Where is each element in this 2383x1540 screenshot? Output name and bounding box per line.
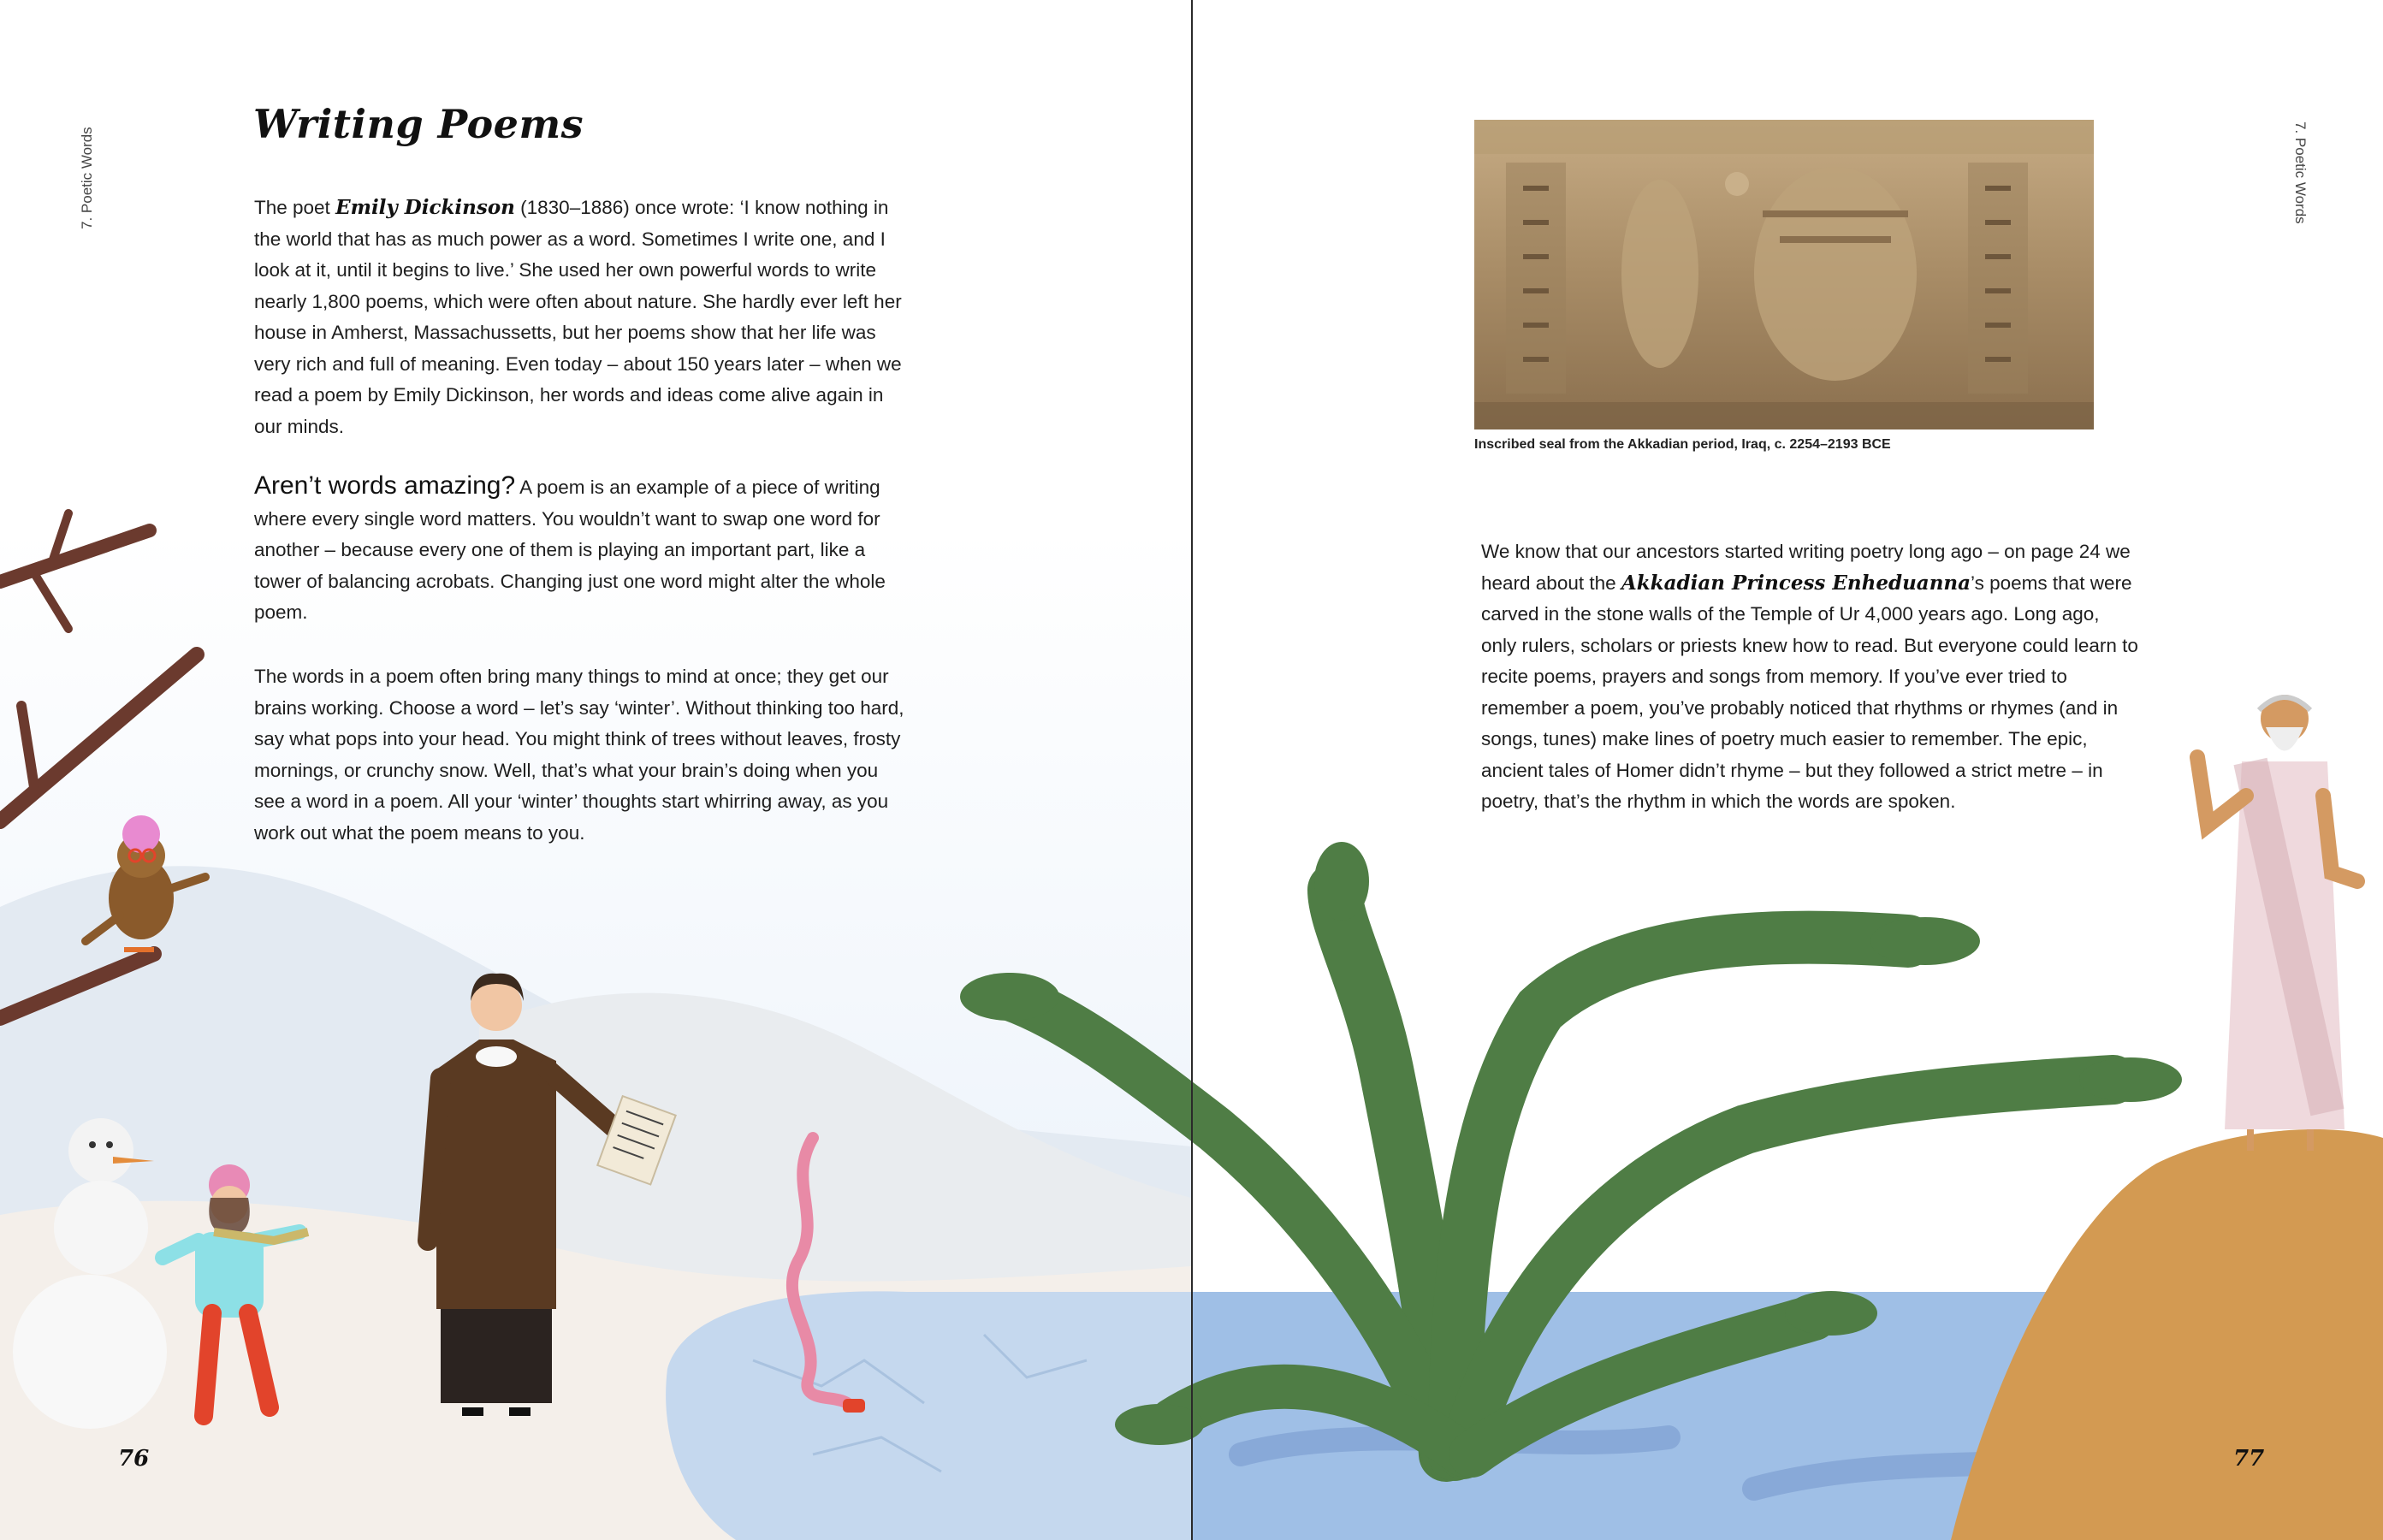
para1-pre: The poet (254, 197, 336, 218)
paragraph-words-amazing (254, 471, 904, 629)
gutter-line (1191, 0, 1193, 1540)
frozen-pond (666, 1291, 1191, 1540)
page-number-left: 76 (118, 1446, 150, 1472)
seal-caption: Inscribed seal from the Akkadian period, Iraq, c. 2254–2193 BCE (1474, 437, 1891, 452)
homer-icon (2197, 695, 2357, 1151)
para3-text: The words in a poem often bring many things to mind at once; they get our brains working. Choose a word – let’s say ‘winter’. Without thinking too hard, say what pops into your head. You might think of trees without leaves, frosty mornings, or crunchy snow. Well, that’s what your brain’s doing when you see a word in a poem. All your ‘winter’ thoughts start whirring away, as you work out what the poem means to you. (254, 666, 904, 844)
running-head-right: 7. Poetic Words (2292, 121, 2309, 224)
para1-post: (1830–1886) once wrote: ‘I know nothing in the world that has as much power as a word. Sometimes I write one, and I look at it, until it begins to live.’ She used her own powerful words to write nearly 1,800 poems, which were often about nature. She hardly ever left her house in Amherst, Massachussetts, but her poems show that her life was very rich and full of meaning. Even today – about 150 years later – when we read a poem by Emily Dickinson, her words and ideas come alive again in our minds. (254, 197, 902, 437)
paragraph-dickinson (254, 192, 904, 442)
running-head-left: 7. Poetic Words (79, 127, 95, 229)
page-number-right: 77 (2233, 1446, 2265, 1472)
para2-text: A poem is an example of a piece of writing where every single word matters. You wouldn’t want to swap one word for another – because every one of them is playing an important part, like a tower of balancing acrobats. Changing just one word might alter the whole poem. (254, 477, 886, 623)
akkadian-seal-icon (1474, 120, 2094, 429)
para4-post: ’s poems that were carved in the stone walls of the Temple of Ur 4,000 years ago. Long ago, only rulers, scholars or priests knew how to read. But everyone could learn to recite poems, prayers and songs from memory. If you’ve ever tried to remember a poem, you’ve probably noticed that rhythms or rhymes (and in songs, tunes) make lines of poetry much easier to remember. The epic, ancient tales of Homer didn’t rhyme – but they followed a strict metre – in poetry, that’s the rhythm in which the words are spoken. (1481, 572, 2138, 812)
para4-pre: We know that our ancestors started writing poetry long ago – on page 24 we heard about the (1481, 541, 2131, 594)
paragraph-ancestors (1481, 536, 2140, 818)
page-title: Writing Poems (253, 101, 584, 147)
enheduanna-name: Akkadian Princess Enheduanna (1621, 571, 1971, 595)
worm-boot (843, 1399, 865, 1413)
lead-in-heading: Aren’t words amazing? (254, 471, 516, 500)
emily-dickinson-name: Emily Dickinson (335, 196, 515, 219)
paragraph-winter (254, 661, 904, 849)
